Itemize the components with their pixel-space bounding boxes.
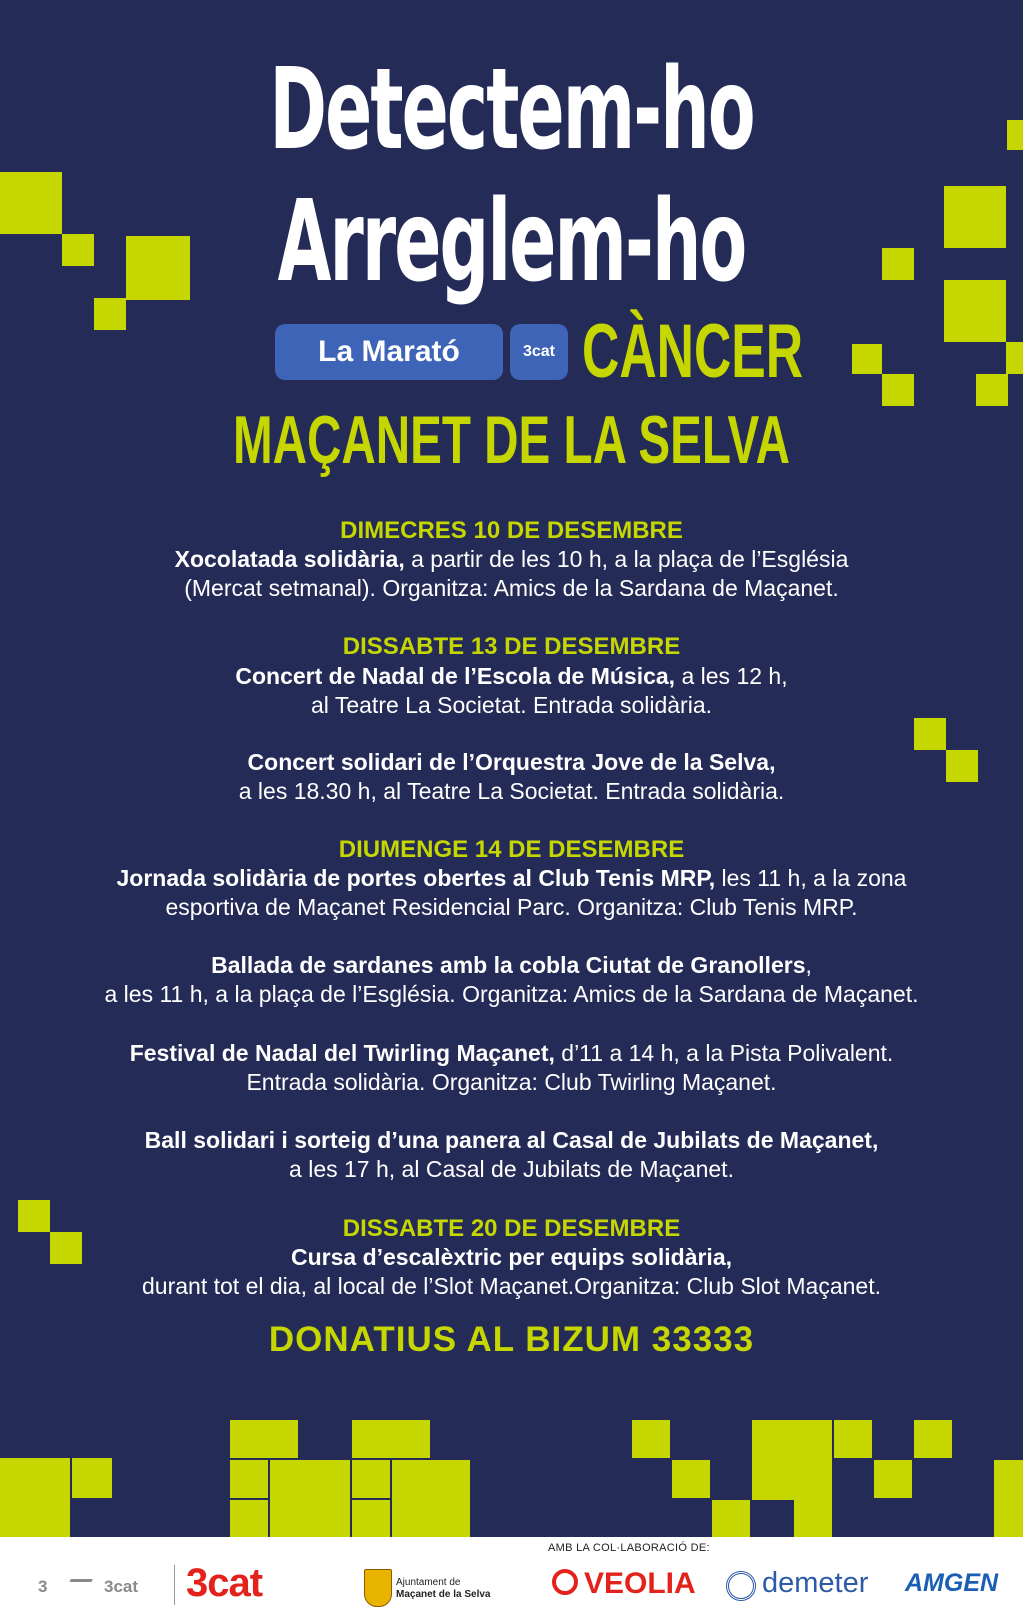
deco-square [1007,120,1023,150]
deco-square [914,1420,952,1458]
deco-square [72,1458,112,1498]
veolia-logo: VEOLIA [584,1567,696,1600]
event-block [20,1039,1003,1097]
title-line-1: Detectem-ho [269,45,754,175]
event-title: Concert de Nadal de l’Escola de Música, [235,663,676,689]
event-title: Ballada de sardanes amb la cobla Ciutat de Granollers [211,952,806,978]
event-details: durant tot el dia, al local de l’Slot Maçanet.Organitza: Club Slot Maçanet. [142,1273,881,1299]
event-block [20,951,1003,1009]
event-details: les 11 h, a la zona [715,865,907,891]
3-logo: 3 [38,1577,48,1596]
collaboration-label: AMB LA COL·LABORACIÓ DE: [548,1542,710,1554]
event-title: Xocolatada solidària, [174,546,405,572]
deco-square [794,1500,832,1537]
ajuntament-line: Maçanet de la Selva [396,1589,491,1600]
event-title: Ball solidari i sorteig d’una panera al Casal de Jubilats de Maçanet, [144,1127,879,1153]
event-block [20,864,1003,922]
catradio-icon [65,1579,92,1594]
deco-square [392,1460,470,1537]
event-details: a les 17 h, al Casal de Jubilats de Maçanet. [289,1156,734,1182]
day-heading: DISSABTE 13 DE DESEMBRE [342,633,681,660]
event-details: Entrada solidària. Organitza: Club Twirling Maçanet. [246,1069,777,1095]
event-block [20,748,1003,806]
demeter-rings-icon [726,1571,756,1601]
deco-square [914,718,946,750]
3cat-badge-logo: 3cat [510,324,568,380]
event-details: esportiva de Maçanet Residencial Parc. Organitza: Club Tenis MRP. [165,894,858,920]
deco-square [944,186,1006,248]
event-block [20,545,1003,603]
day-heading: DIMECRES 10 DE DESEMBRE [340,517,683,544]
ajuntament-line: Ajuntament de [396,1577,461,1588]
deco-square [126,236,190,300]
day-heading: DISSABTE 20 DE DESEMBRE [342,1215,681,1242]
town-heading: MAÇANET DE LA SELVA [232,402,791,478]
deco-square [874,1460,912,1498]
event-title: Festival de Nadal del Twirling Maçanet, [129,1040,555,1066]
deco-square [230,1420,298,1458]
event-block [20,1126,1003,1184]
deco-square [994,1460,1023,1537]
divider [174,1565,175,1605]
deco-square [270,1460,350,1537]
event-details: (Mercat setmanal). Organitza: Amics de la Sardana de Maçanet. [184,575,839,601]
deco-square [712,1500,750,1537]
brand-row [0,309,1023,394]
deco-square [230,1500,268,1537]
deco-square [352,1420,430,1458]
deco-square [672,1460,710,1498]
demeter-logo: demeter [762,1567,869,1599]
deco-square [0,172,62,234]
title-line-2: Arreglem-ho [277,177,746,307]
event-block [20,662,1003,720]
event-details: a les 18.30 h, al Teatre La Societat. Entrada solidària. [238,778,785,804]
event-details: a partir de les 10 h, a la plaça de l’Església [404,546,849,572]
3cat-small-logo: 3cat [104,1577,139,1596]
veolia-circle-icon [552,1569,578,1595]
event-details: , [805,952,812,978]
la-marato-logo: La Marató [275,324,503,380]
3cat-logo: 3cat [186,1561,263,1605]
amgen-logo: AMGEN [905,1569,999,1597]
event-details: al Teatre La Societat. Entrada solidària. [310,692,713,718]
deco-square [752,1420,832,1500]
deco-square [0,1458,70,1537]
sponsor-footer [0,1537,1023,1619]
event-details: a les 12 h, [675,663,788,689]
cancer-heading: CÀNCER [582,309,804,394]
event-details: d’11 a 14 h, a la Pista Polivalent. [554,1040,894,1066]
deco-square [230,1460,268,1498]
event-title: Concert solidari de l’Orquestra Jove de la Selva, [247,749,776,775]
donation-callout: DONATIUS AL BIZUM 33333 [268,1320,755,1359]
municipal-shield-icon [364,1569,392,1607]
event-details: a les 11 h, a la plaça de l’Església. Organitza: Amics de la Sardana de Maçanet. [104,981,919,1007]
deco-square [352,1460,390,1498]
deco-square [834,1420,872,1458]
event-title: Cursa d’escalèxtric per equips solidària, [290,1244,733,1270]
deco-square [62,234,94,266]
ajuntament-logo [396,1577,491,1601]
event-title: Jornada solidària de portes obertes al Club Tenis MRP, [116,865,716,891]
deco-square [632,1420,670,1458]
day-heading: DIUMENGE 14 DE DESEMBRE [338,836,685,863]
event-block [20,1243,1003,1301]
deco-square [882,248,914,280]
deco-square [352,1500,390,1537]
